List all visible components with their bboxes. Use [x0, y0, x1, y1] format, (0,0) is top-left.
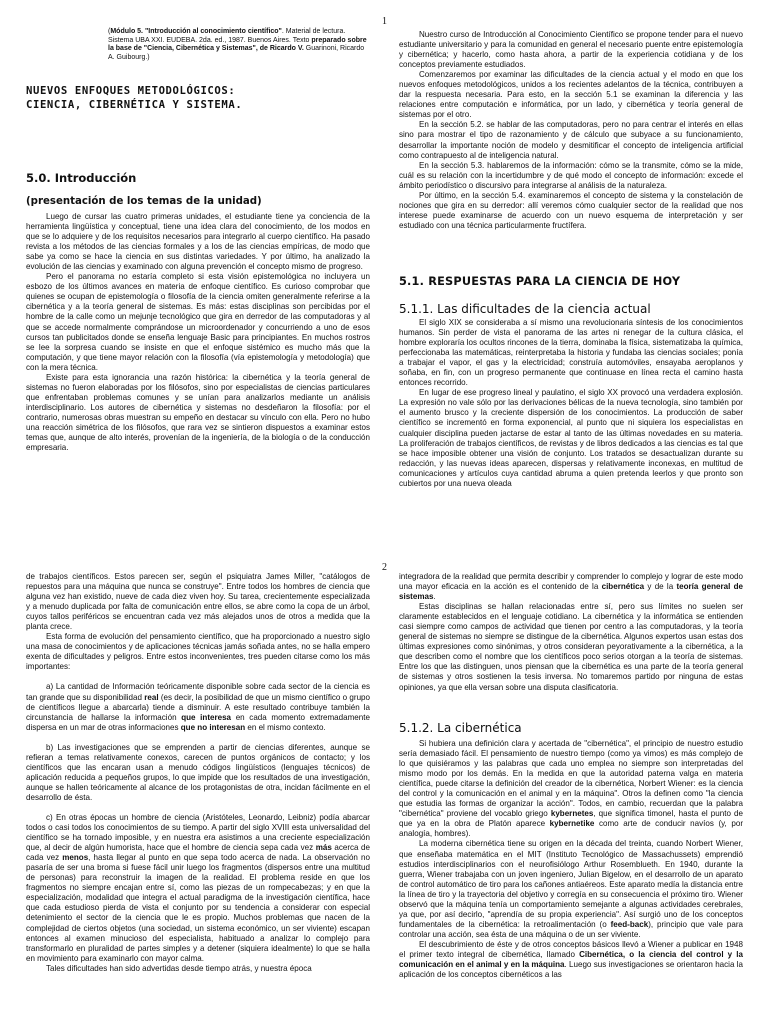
paragraph: Luego de cursar las cuatro primeras unidades, el estudiante tiene ya conciencia de la herramienta lingüística y conceptual, tiene una idea clara del conocimiento, de los modos en que se lo adquiere y de los requisitos necesarios para integrarlo al cuerpo científico. Ha pasado revista a los métodos de las ciencias formales y a los de las ciencias empíricas, de modo que sabe ya como se hace la ciencia en sus distintas variedades. Y por último, ha analizado la evolución de las ciencias y examinado con alguna prevención el concepto mismo de progreso. — [26, 212, 370, 272]
paragraph: La moderna cibernética tiene su origen en la década del treinta, cuando Norbert Wiener, que enseñaba matemática en el MIT (Instituto Tecnológico de Massachussets) emprendió estudios interdisciplinarios con el neurofisiólogo Arthur Rosemblueth. En 1940, durante la guerra, Wiener trabajaba con un joven ingeniero, Julian Bigelow, en el desarrollo de un aparato de control automático de tiro para los cañones antiaéreos. Este aparato medía la distancia entre la línea de tiro y la trayectoria del objetivo y corregía en su consecuencia el próximo tiro. Wiener observó que la máquina tenía un comportamiento semejante a algunas actividades cerebrales, ya que, por así decirlo, "aprendía de su propia experiencia". Así surgió uno de los conceptos fundamentales de la cibernética: la retroalimentación (o feed-back), principio que vale para controlar una acción, sea ésta de una máquina o de un ser viviente. — [399, 839, 743, 939]
paragraph: Si hubiera una definición clara y acertada de "cibernética", el principio de nuestro estudio sería demasiado fácil. El pensamiento de nuestro tiempo (como ya vimos) es más complejo de lo que quisiéramos y las palabras que cada uno emplea no siempre son interpretadas del mismo modo por los demás. En la medida en que la autoridad paterna valga en materia científica, puede citarse la definición del creador de la cibernética, Norbert Wiener: es la ciencia del control y la comunicación en el animal y en la máquina". Otros la definen como "la ciencia que estudia las formas de organizar la acción". Todos, en cambio, recuerdan que la palabra "cibernética" proviene del vocablo griego kybernetes, que significa timonel, hasta el punto de que ya en la obra de Platón aparece kybernetike como arte de conducir navíos (y, por analogía, hombres). — [399, 739, 743, 839]
left-column-text — [26, 572, 370, 974]
paragraph: El siglo XIX se consideraba a sí mismo una revolucionaria síntesis de los conocimientos humanos. Sin perder de vista el panorama de las artes ni renegar de la cultura clásica, el hombre exploraría los ocultos rincones de la tierra, dominaba la física, sistematizaba la química, perfeccionaba las matemáticas, reinterpretaba la historia y fundaba las ciencias sociales; ponía a trabajar el vapor, el gas y la electricidad; construía automóviles, ensayaba aeroplanos y soñaba, en fin, con un progreso permanente que continuase en línea recta el camino hasta entonces recorrido. — [399, 318, 743, 388]
right-column-cibernetica — [399, 739, 743, 980]
page-number: 2 — [382, 562, 387, 573]
paragraph: Esta forma de evolución del pensamiento científico, que ha proporcionado a nuestro siglo una masa de conocimientos y de aplicaciones técnicas jamás soñada antes, no se halla empero exenta de dificultades y peligros. Entre estos inconvenientes, tres pueden citarse como los más importantes: — [26, 632, 370, 672]
paragraph: En la sección 5.3. hablaremos de la información: cómo se la transmite, cómo se la mide, cuál es su relación con la incertidumbre y de qué modo el concepto de información: excede el ámbito periodístico o discursivo para integrarse al análisis de la naturaleza. — [399, 160, 743, 190]
heading-5-1: 5.1. RESPUESTAS PARA LA CIENCIA DE HOY — [399, 275, 681, 288]
page-number: 1 — [382, 16, 387, 27]
source-reference: (Módulo 5. "Introducción al conocimiento científico". Material de lectura. Sistema UBA XXI. EUDEBA. 2da. ed., 1987. Buenos Aires. Texto preparado sobre la base de "Ciencia, Cibernética y Sistemas", de Ricardo V. Guarinoni, Ricardo A. Guibourg.) — [108, 28, 367, 61]
paragraph: Comenzaremos por examinar las dificultades de la ciencia actual y el modo en que los nuevos enfoques metodológicos, unidos a los recientes adelantos de la técnica, contribuyen a dar la respuesta necesaria. Para esto, en la sección 5.1 se examinan la diferencia y las relaciones entre computación e informática, por un lado, y cibernética y teoría general de sistemas por el otro. — [399, 70, 743, 120]
paragraph: integradora de la realidad que permita describir y comprender lo complejo y lograr de este modo una mayor eficacia en la acción es el contenido de la cibernética y de la teoría general de sistemas. — [399, 572, 743, 602]
section-subheading: (presentación de los temas de la unidad) — [26, 196, 262, 207]
module-title: Módulo 5. "Introducción al conocimiento científico" — [110, 28, 282, 35]
paragraph: de trabajos científicos. Estos parecen ser, según el psiquiatra James Miller, "catálogos de repuestos para una máquina que nunca se construye". Entre todos los hombres de ciencia que alguna vez han existido, nueve de cada diez viven hoy. Su tarea, crecientemente especializada y a menudo duplicada por falta de comunicación entre ellos, se abre como la copa de un árbol, cuyos tallos periféricos se encuentran cada vez más alejados unos de otros a medida que la planta crece. — [26, 572, 370, 632]
paragraph: Pero el panorama no estaría completo si esta visión epistemológica no incluyera un esbozo de los últimos avances en materia de enfoque científico. Es curioso comprobar que quienes se ocupan de epistemología o filosofía de la ciencia omiten generalmente referirse a la cibernética y a la teoría general de sistemas. Es más: estas disciplinas son percibidas por el hombre de la calle como un mejunje tecnológico que gira en derredor de las computadoras y al que se accede normalmente comprándose un microordenador y concurriendo a uno de esos cursos tan publicitados donde se enseña lenguaje Basic para principiantes. En muchos rostros se lee la sorpresa cuando se insiste en que el enfoque sistémico es mucho más que la computación, y que tiene mayor relación con la filosofía (vía epistemología y metodología) que con la mera técnica. — [26, 272, 370, 372]
page-2 — [0, 512, 768, 1024]
paragraph: Tales dificultades han sido advertidas desde tiempo atrás, y nuestra época — [46, 963, 312, 973]
right-column-intro — [399, 30, 743, 231]
right-column-text — [399, 572, 743, 693]
paragraph: Existe para esta ignorancia una razón histórica: la cibernética y la teoría general de sistemas no fueron elaboradas por los filósofos, sino por especialistas de ciencias particulares que enfrentaban problemas comunes y se unían para analizarlos mediante un análisis interdisciplinario. Los autores de cibernética y sistemas no desdeñaron la filosofía: por el contrario, numerosas obras muestran su empeño en destacar su vínculo con ella. Pero no hubo una reacción simétrica de los filósofos, que rara vez se sintieron dispuestos a examinar estos temas que, aunque de alto interés, provenían de la ingeniería, de la biología o de la conducción empresaria. — [26, 372, 370, 453]
heading-5-1-1: 5.1.1. Las dificultades de la ciencia actual — [399, 302, 651, 316]
paragraph: Nuestro curso de Introducción al Conocimiento Científico se propone tender para el nuevo estudiante universitario y para la comunidad en general el necesario puente entre epistemología y cibernética; y hacerlo, como hasta ahora, a partir de la experiencia cotidiana y de los conceptos previamente estudiados. — [399, 30, 743, 70]
paragraph: En lugar de ese progreso lineal y paulatino, el siglo XX provocó una verdadera explosión. La expresión no vale sólo por las derivaciones bélicas de la nueva tecnología, sino también por el aumento brusco y la creciente dispersión de los conocimientos. La producción de saber científico se incrementó en forma exponencial, al punto que ni siquiera los especialistas en cualquier disciplina pueden jactarse de estar al tanto de las últimas novedades en su materia. La proliferación de trabajos científicos, de revistas y de libros dedicados a las ciencias es tal que se hace imposible obtener una visión de conjunto. Los tratados se desactualizan durante su redacción, y las nuevas ideas aparecen, dispersas y relativamente inconexas, en multitud de comunicaciones y artículos cuya cantidad abruma a quien pretenda leerlos y que pronto son cubiertos por una nueva oleada — [399, 388, 743, 488]
list-item-a: a) La cantidad de Información teóricamente disponible sobre cada sector de la ciencia es tan grande que su disponibilidad real (es decir, la posibilidad de que un mismo científico o grupo de científicos llegue a abarcarla) tiende a disminuir. A este resultado contribuye también la circunstancia de hallarse la información que interesa en cada momento extremadamente dispersa en un mar de otras informaciones que no interesan en el mismo contexto. — [26, 682, 370, 732]
right-column-text — [399, 318, 743, 489]
list-item-c: c) En otras épocas un hombre de ciencia (Aristóteles, Leonardo, Leibniz) podía abarcar todos o casi todos los conocimientos de su tiempo. A partir del siglo XVIII esta universalidad del científico se ha tornado imposible, y en nuestra era asistimos a una creciente especialización que, al decir de algún humorista, hace que el hombre de ciencia sepa cada vez más acerca de cada vez menos, hasta llegar al punto en que sepa todo acerca de nada. La observación no pasaría de ser una broma si fuese fácil unir luego los fragmentos (dispersos entre una multitud de personas) para reconstruir la imagen de la realidad. El problema reside en que los fragmentos no siempre encajan entre sí, como las piezas de un rompecabezas; y en que la especialización, modalidad que integra el actual paradigma de la investigación científica, hace que cada estudioso pierda de vista el conjunto por su tendencia a considerar con especial detenimiento el sector de la ciencia que le es propio. Muchos problemas que nacen de la complejidad de ciertos objetos (una sociedad, un sistema económico, un ser viviente) escapan entonces al examen minucioso del especialista, habituado a analizar lo complejo para transformarlo en pluralidad de partes simples y a detener (siquiera idealmente) lo que se halla en movimiento para examinarlo con mayor calma. — [26, 812, 371, 963]
paragraph: Por último, en la sección 5.4. examinaremos el concepto de sistema y la constelación de nociones que gira en su derredor: allí veremos cómo cualquier sector de la realidad que nos interese puede examinarse de acuerdo con un nuevo esquema de interpretación y ser estudiado con una técnica particularmente fructífera. — [399, 190, 743, 230]
prepared-note: preparado sobre la base de "Ciencia, Cibernética y Sistemas", de Ricardo V. — [108, 36, 367, 53]
heading-5-1-2: 5.1.2. La cibernética — [399, 721, 522, 735]
left-column-text — [26, 212, 370, 453]
paragraph: En la sección 5.2. se hablar de las computadoras, pero no para centrar el interés en ellas sino para mostrar el tipo de razonamiento y de cálculo que subyace a su funcionamiento, desarrollar la importante noción de modelo y desmitificar el concepto de inteligencia artificial como contrapuesto al de inteligencia natural. — [399, 120, 743, 160]
chapter-title: NUEVOS ENFOQUES METODOLÓGICOS: CIENCIA, CIBERNÉTICA Y SISTEMA. — [26, 85, 243, 111]
list-item-b: b) Las investigaciones que se emprenden a partir de ciencias diferentes, aunque se refieran a temas relativamente conexos, carecen de puntos orgánicos de contacto; y los científicos que las encaran usan a menudo códigos lingüísticos (lenguajes técnicos) de aplicación reducida a pequeños grupos, lo que impide que los resultados de una investigación, aunque se hallen teóricamente al alcance de los protagonistas de otra, incidan fácilmente en el desarrollo de ésta. — [26, 742, 370, 802]
paragraph: Estas disciplinas se hallan relacionadas entre sí, pero sus límites no suelen ser claramente establecidos en el lenguaje cotidiano. La cibernética y la informática se entienden casi siempre como campos de actividad que tienen por centro a las computadoras, y la teoría general de sistemas no siempre se distingue de la cibernética. Algunos expertos usan estas dos últimas expresiones como sinónimas, y otros consideran peyorativamente a la cibernética, a la que describen como el nombre que los científicos poco serios otorgan a la teoría de sistemas. Entre los que las distinguen, unos piensan que la cibernética es una parte de la teoría general de sistemas y otros sostienen la tesis inversa. No tomaremos partido por ninguna de estas opiniones, ya que ella versan sobre una disputa clasificatoria. — [399, 602, 743, 692]
paragraph: El descubrimiento de éste y de otros conceptos básicos llevó a Wiener a publicar en 1948 el primer texto integral de cibernética, llamado Cibernética, o la ciencia del control y la comunicación en el animal y en la máquina. Luego sus investigaciones se orientaron hacia la aplicación de los conceptos cibernéticos a las — [399, 939, 743, 980]
section-heading: 5.0. Introducción — [26, 171, 137, 185]
